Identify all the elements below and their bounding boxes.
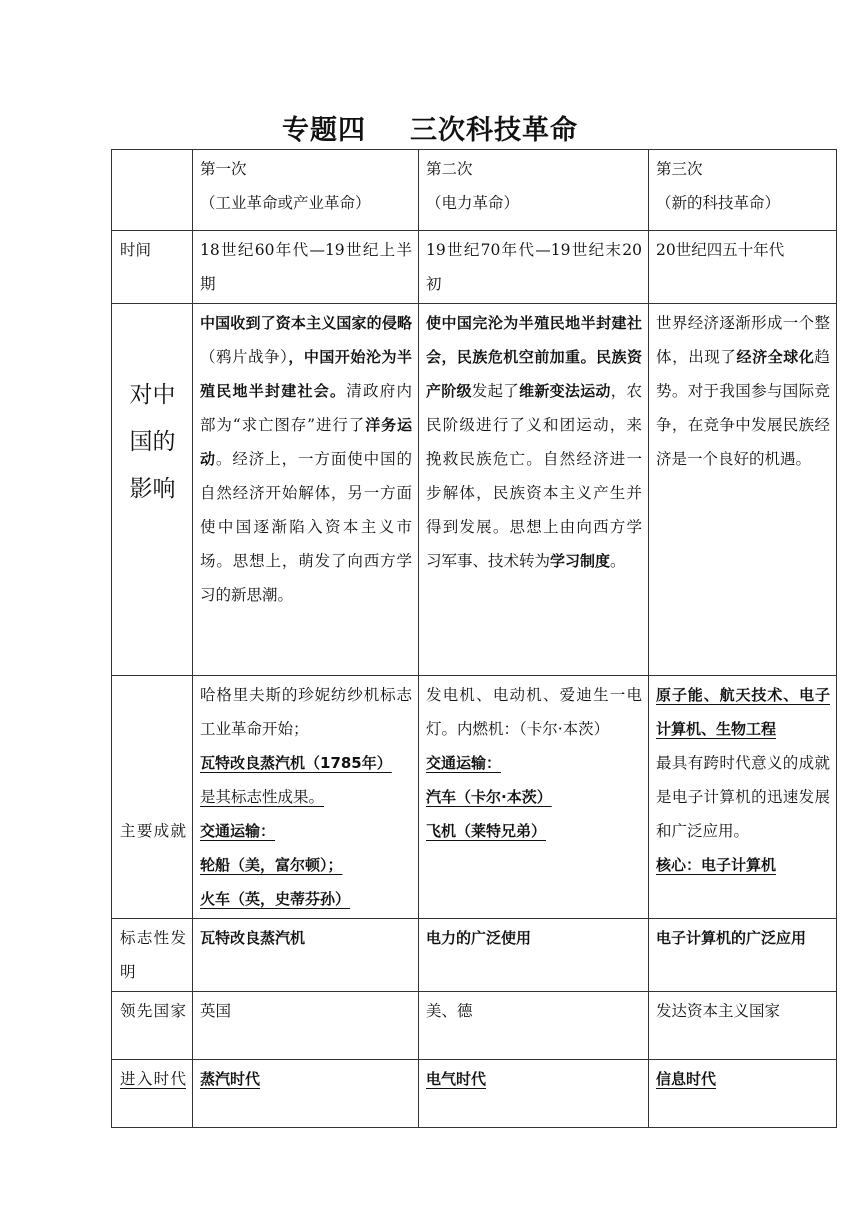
time-third: 20世纪四五十年代 [649, 231, 837, 304]
text-run: ，中国开始沦为半殖民地半封建社会。 [200, 348, 412, 400]
achievements-label: 主要成就 [112, 676, 193, 919]
leaders-second: 美、德 [419, 992, 649, 1060]
text-run: 趋势。对于我国参与国际竞争，在竞争中发展民族经济是一个良好的机遇。 [656, 348, 830, 468]
achievements-third [649, 676, 837, 919]
ach-first-item-train: 火车（英，史蒂芬孙） [200, 890, 351, 908]
ach-first-intro: 哈格里夫斯的珍妮纺纱机标志工业革命开始； [200, 686, 412, 738]
ach-second-transport-label: 交通运输： [426, 754, 502, 772]
text-run: 学习制度 [550, 552, 611, 570]
time-second: 19世纪70年代—19世纪末20初 [419, 231, 649, 304]
ach-third-core: 核心：电子计算机 [656, 856, 777, 874]
influence-row [112, 304, 837, 676]
era-second: 电气时代 [419, 1060, 649, 1128]
ach-third-headline: 原子能、航天技术、电子计算机、生物工程 [656, 686, 830, 738]
header-third-sub: （新的科技革命） [656, 194, 781, 212]
ach-first-watt-tail: 是其标志性成果。 [200, 788, 325, 806]
text-run: 洋务运动 [200, 416, 412, 468]
ach-second-item-plane: 飞机（莱特兄弟） [426, 822, 547, 840]
leaders-label: 领先国家 [112, 992, 193, 1060]
influence-third [649, 304, 837, 676]
achievements-first [193, 676, 419, 919]
era-third: 信息时代 [649, 1060, 837, 1128]
ach-first-item-ship: 轮船（美，富尔顿）； [200, 856, 343, 874]
era-row [112, 1060, 837, 1128]
time-first: 18世纪60年代—19世纪上半期 [193, 231, 419, 304]
ach-third-text: 最具有跨时代意义的成就是电子计算机的迅速发展和广泛应用。 [656, 754, 830, 840]
influence-second-text [426, 314, 642, 570]
header-first-name: 第一次 [200, 160, 247, 178]
header-first-sub: （工业革命或产业革命） [200, 194, 371, 212]
title-part-2: 三次科技革命 [410, 115, 578, 146]
influence-first-text [200, 314, 412, 604]
text-run: 发起了 [471, 382, 520, 400]
corner-cell [112, 150, 193, 231]
title-part-1: 专题四 [282, 115, 366, 146]
text-run: 世界经济逐渐形成一个整体，出现了 [656, 314, 830, 366]
text-run: 使中国完沦为半殖民地半封建社会，民族危机空前加重。民族资产阶级 [426, 314, 642, 400]
invention-third: 电子计算机的广泛应用 [649, 919, 837, 992]
text-run: 维新变法运动 [519, 382, 611, 400]
header-first [193, 150, 419, 231]
influence-second [419, 304, 649, 676]
invention-second: 电力的广泛使用 [419, 919, 649, 992]
achievements-second [419, 676, 649, 919]
header-third [649, 150, 837, 231]
ach-second-item-car: 汽车（卡尔·本茨） [426, 788, 552, 806]
influence-label: 对中国的影响 [112, 304, 193, 676]
header-row [112, 150, 837, 231]
ach-first-watt: 瓦特改良蒸汽机（1785年） [200, 754, 392, 772]
invention-first: 瓦特改良蒸汽机 [193, 919, 419, 992]
leaders-first: 英国 [193, 992, 419, 1060]
leaders-third: 发达资本主义国家 [649, 992, 837, 1060]
era-first: 蒸汽时代 [193, 1060, 419, 1128]
text-run: ，农民阶级进行了义和团运动，来挽救民族危亡。自然经济进一步解体，民族资本主义产生并得到发展。思想上由向西方学习军事、技术转为 [426, 382, 642, 570]
text-run: 经济全球化 [736, 348, 815, 366]
text-run: 。 [610, 552, 626, 570]
ach-first-transport-label: 交通运输： [200, 822, 276, 840]
text-run: 中国收到了资本主义国家的侵略 [200, 314, 412, 332]
invention-label: 标志性发明 [112, 919, 193, 992]
text-run: 。经济上，一方面使中国的自然经济开始解体，另一方面使中国逐渐陷入资本主义市场。思想上，萌发了向西方学习的新思潮。 [200, 450, 412, 604]
page-title [0, 108, 860, 147]
influence-first [193, 304, 419, 676]
influence-third-text [656, 314, 830, 468]
header-second-name: 第二次 [426, 160, 473, 178]
era-label: 进入时代 [112, 1060, 193, 1128]
leaders-row [112, 992, 837, 1060]
text-run: （鸦片战争） [200, 348, 289, 366]
text-run: 清政府内部为“求亡图存”进行了 [200, 382, 412, 434]
time-label: 时间 [112, 231, 193, 304]
achievements-row [112, 676, 837, 919]
header-second [419, 150, 649, 231]
revolutions-table [111, 149, 837, 1128]
ach-second-intro: 发电机、电动机、爱迪生一电灯。内燃机：（卡尔·本茨） [426, 686, 642, 738]
time-row [112, 231, 837, 304]
invention-row [112, 919, 837, 992]
header-third-name: 第三次 [656, 160, 703, 178]
header-second-sub: （电力革命） [426, 194, 520, 212]
